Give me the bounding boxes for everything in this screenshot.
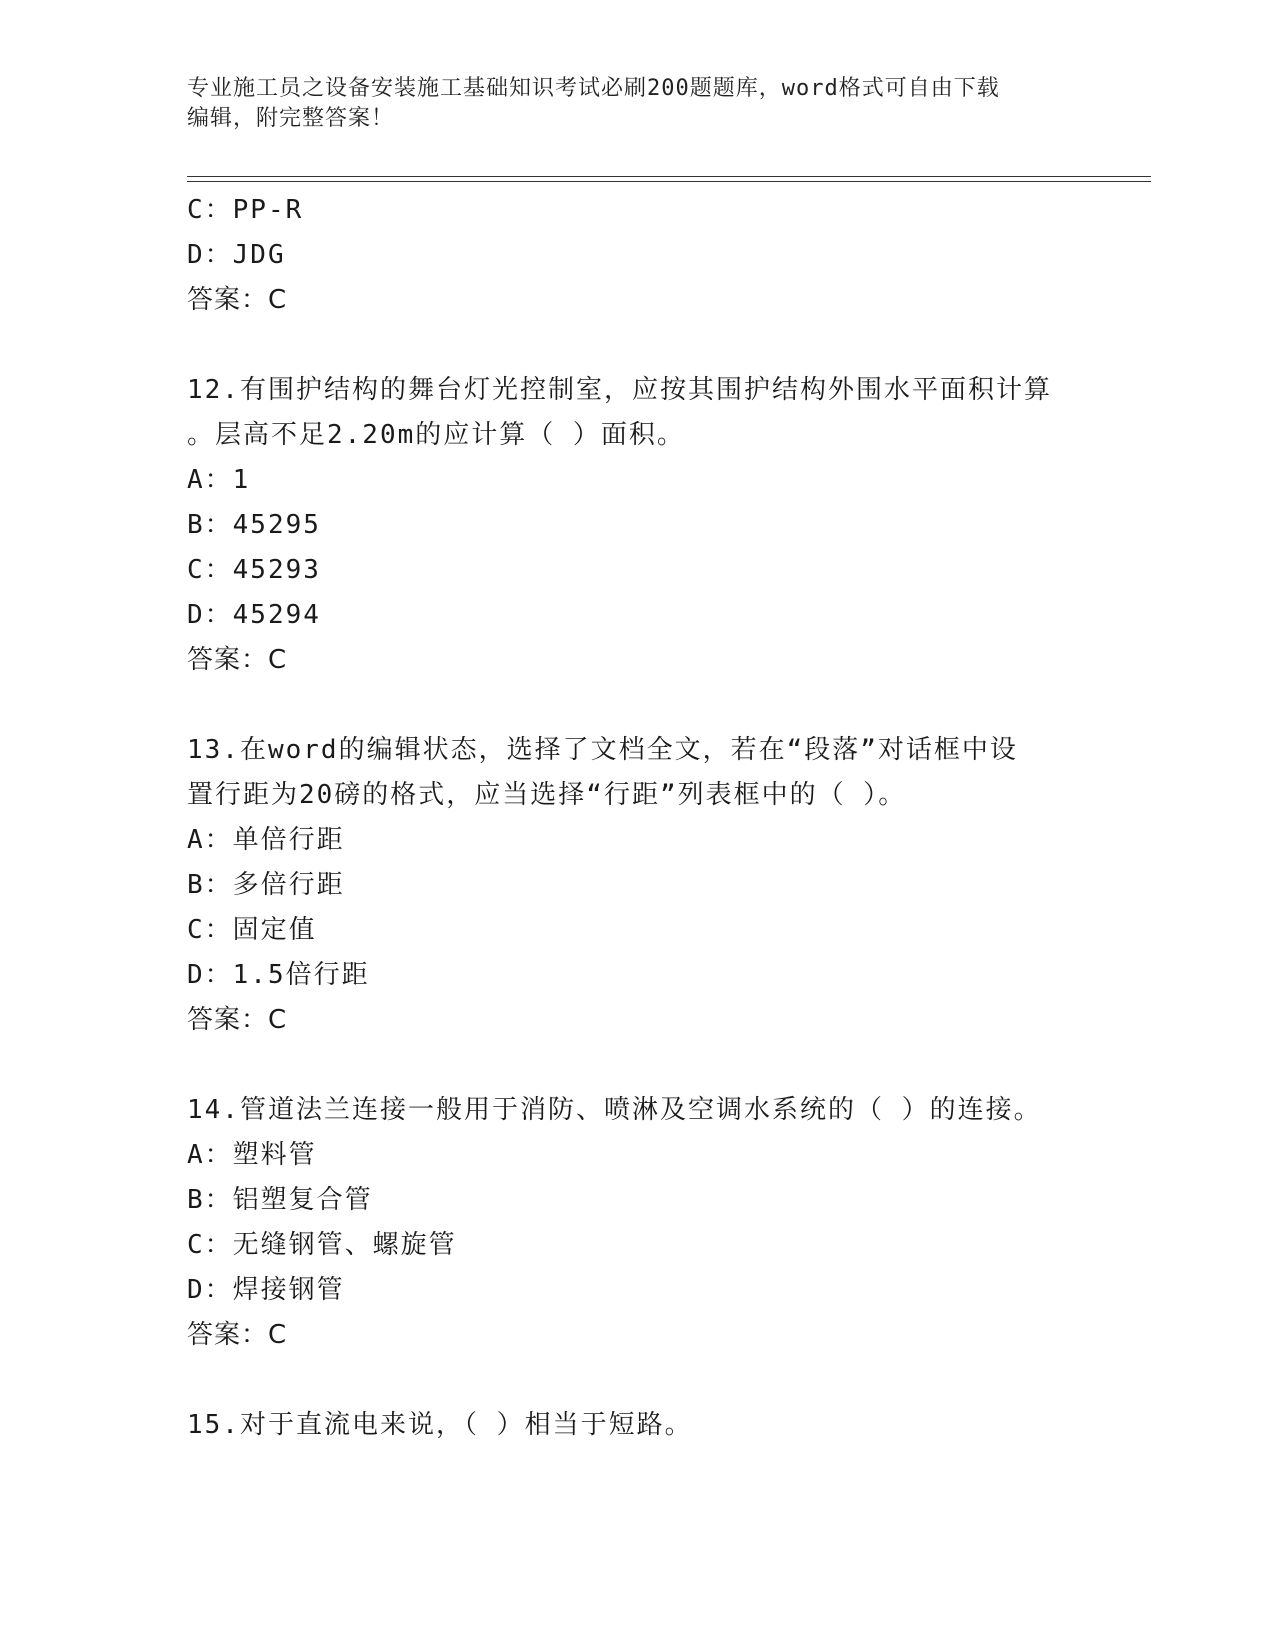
q13-option-b: B：多倍行距 [187, 870, 345, 900]
q15-stem-line-1: 15.对于直流电来说，（ ）相当于短路。 [187, 1410, 693, 1440]
header-divider-top [187, 176, 1151, 177]
q12-option-b: B：45295 [187, 510, 321, 540]
page-header [187, 74, 1067, 134]
header-title-line-1: 专业施工员之设备安装施工基础知识考试必刷200题题库，word格式可自由下载 [187, 76, 1000, 101]
q14-answer: 答案：C [187, 1320, 288, 1350]
q13-stem-line-1: 13.在word的编辑状态，选择了文档全文，若在“段落”对话框中设 [187, 735, 1018, 765]
q14-stem-line-1: 14.管道法兰连接一般用于消防、喷淋及空调水系统的（ ）的连接。 [187, 1095, 1042, 1125]
q12-stem-line-2: 。层高不足2.20m的应计算（ ）面积。 [187, 420, 685, 450]
q11-answer: 答案：C [187, 285, 288, 315]
q13-answer: 答案：C [187, 1005, 288, 1035]
q11-option-c: C：PP-R [187, 195, 304, 225]
q12-option-d: D：45294 [187, 600, 321, 630]
header-divider-bottom [187, 181, 1151, 182]
q12-answer: 答案：C [187, 645, 288, 675]
q11-option-d: D：JDG [187, 240, 286, 270]
q14-option-d: D：焊接钢管 [187, 1275, 345, 1305]
q14-option-a: A：塑料管 [187, 1140, 317, 1170]
q12-option-c: C：45293 [187, 555, 321, 585]
q12-option-a: A：1 [187, 465, 251, 495]
q13-option-d: D：1.5倍行距 [187, 960, 370, 990]
header-title-line-2: 编辑，附完整答案！ [187, 106, 395, 131]
q12-stem-line-1: 12.有围护结构的舞台灯光控制室，应按其围护结构外围水平面积计算 [187, 375, 1052, 405]
q13-stem-line-2: 置行距为20磅的格式，应当选择“行距”列表框中的（ ）。 [187, 780, 907, 810]
q14-option-c: C：无缝钢管、螺旋管 [187, 1230, 457, 1260]
q14-option-b: B：铝塑复合管 [187, 1185, 373, 1215]
q13-option-a: A：单倍行距 [187, 825, 345, 855]
q13-option-c: C：固定值 [187, 915, 317, 945]
